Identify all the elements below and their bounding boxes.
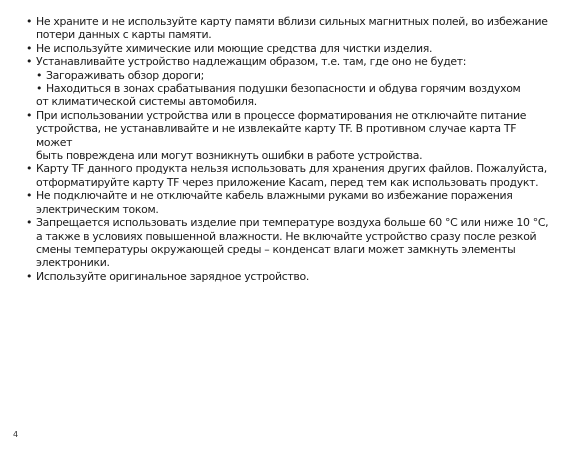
bullet: • xyxy=(26,269,33,283)
instruction-line: быть повреждена или могут возникнуть ошибки в работе устройства. xyxy=(36,149,423,163)
instruction-subitem xyxy=(24,82,554,95)
bullet: • xyxy=(36,82,43,96)
instruction-item xyxy=(24,270,554,283)
instruction-item xyxy=(24,109,554,163)
bullet: • xyxy=(26,216,33,230)
instruction-continuation xyxy=(24,95,554,108)
instruction-item xyxy=(24,42,554,55)
bullet: • xyxy=(26,108,33,122)
instruction-line: При использовании устройства или в процессе форматирования не отключайте питание xyxy=(36,108,527,122)
instruction-item xyxy=(24,216,554,270)
instruction-line: электрическим током. xyxy=(36,202,159,216)
instruction-line: Не храните и не используйте карту памяти вблизи сильных магнитных полей, во избежание xyxy=(36,15,548,28)
instruction-item xyxy=(24,55,554,68)
instruction-line: Загораживать обзор дороги; xyxy=(46,68,204,82)
instruction-line: от климатической системы автомобиля. xyxy=(36,95,257,109)
instruction-line: Используйте оригинальное зарядное устройство. xyxy=(36,269,310,283)
bullet: • xyxy=(26,162,33,176)
bullet: • xyxy=(26,15,33,28)
instruction-line: Находиться в зонах срабатывания подушки безопасности и обдува горячим воздухом xyxy=(46,82,521,96)
instruction-line: а также в условиях повышенной влажности. Не включайте устройство сразу после резкой xyxy=(36,229,537,243)
instruction-line: Карту TF данного продукта нельзя использовать для хранения других файлов. Пожалуйста, xyxy=(36,162,547,176)
bullet: • xyxy=(26,55,33,69)
instruction-item xyxy=(24,162,554,189)
instruction-line: Не используйте химические или моющие средства для чистки изделия. xyxy=(36,41,433,55)
instruction-line: смены температуры окружающей среды – конденсат влаги может замкнуть элементы xyxy=(36,242,516,256)
instruction-line: электроники. xyxy=(36,256,110,270)
instruction-line: отформатируйте карту TF через приложение Kacam, перед тем как использовать продукт. xyxy=(36,175,539,189)
instruction-subitem xyxy=(24,69,554,82)
instruction-item xyxy=(24,189,554,216)
bullet: • xyxy=(26,189,33,203)
bullet: • xyxy=(26,41,33,55)
instruction-line: Устанавливайте устройство надлежащим образом, т.е. там, где оно не будет: xyxy=(36,55,467,69)
instruction-line: устройства, не устанавливайте и не извлекайте карту TF. В противном случае карта TF может xyxy=(36,122,517,149)
instruction-line: Не подключайте и не отключайте кабель влажными руками во избежание поражения xyxy=(36,189,513,203)
instruction-line: Запрещается использовать изделие при температуре воздуха больше 60 °С или ниже 10 °С, xyxy=(36,216,549,230)
instruction-item xyxy=(24,15,554,42)
page-number: 4 xyxy=(13,430,19,439)
bullet: • xyxy=(36,68,43,82)
instructions-list xyxy=(24,15,554,283)
instruction-line: потери данных с карты памяти. xyxy=(36,28,212,42)
